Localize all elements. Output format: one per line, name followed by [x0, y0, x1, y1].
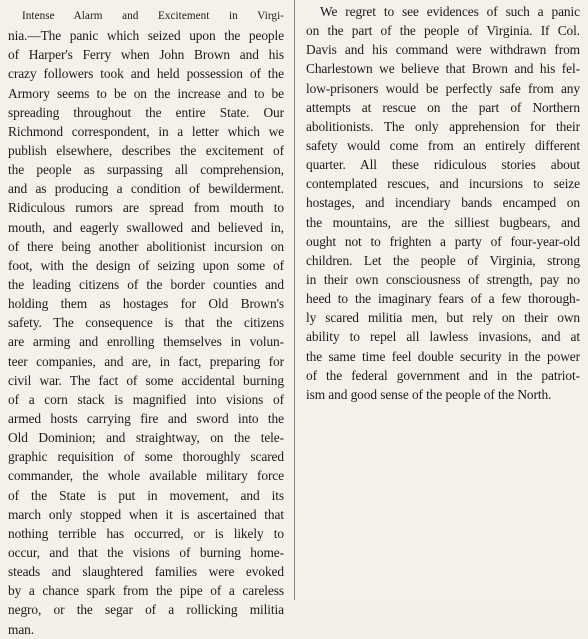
article-line: Charlestown we believe that Brown and his fel- — [306, 61, 580, 77]
article-line: the leading citizens of the border counties and — [8, 276, 284, 292]
article-line: abolitionists. The only apprehension for their — [306, 118, 580, 134]
article-line: nia.—The panic which seized upon the people — [8, 28, 284, 44]
article-line: of a corn stack is magnified into visions of — [8, 391, 284, 407]
article-line: safety would come from an entirely different — [306, 137, 580, 153]
article-line: Ridiculous rumors are spread from mouth to — [8, 200, 284, 216]
article-line: low-prisoners would be perfectly safe from any — [306, 80, 580, 96]
article-line: are arming and enrolling themselves in volun- — [8, 334, 284, 350]
article-line: ability to repel all lawless invasions, and at — [306, 329, 580, 345]
article-heading-line: Intense Alarm and Excitement in Virgi- — [22, 10, 284, 22]
article-line: civil war. The fact of some accidental burning — [8, 372, 284, 388]
article-line: hostages, and incendiary bands encamped on — [306, 195, 580, 211]
article-line: attempts at rescue on the part of Northern — [306, 99, 580, 115]
article-line: Richmond correspondent, in a letter which we — [8, 123, 284, 139]
article-line: holding them as hostages for Old Brown's — [8, 296, 284, 312]
article-line: publish elsewhere, describes the excitement of — [8, 142, 284, 158]
column-divider — [294, 0, 295, 600]
article-line: armed hosts carrying fire and sword into the — [8, 410, 284, 426]
article-line: steads and slaughtered families were evoked — [8, 564, 284, 580]
article-line: occur, and that the visions of burning home- — [8, 544, 284, 560]
article-line: the same time feel double security in the power — [306, 348, 580, 364]
article-line: ly scared militia men, but rely on their own — [306, 310, 580, 326]
article-line: man. — [8, 621, 35, 637]
article-line: march only stopped when it is ascertained that — [8, 506, 284, 522]
article-line: contemplated rescues, and incursions to seize — [306, 176, 580, 192]
article-line: in their own consciousness of strength, pay no — [306, 271, 580, 287]
article-line: of Harper's Ferry when John Brown and his — [8, 47, 284, 63]
article-line: and as producing a condition of bewilderment. — [8, 181, 284, 197]
article-line: Armory seems to be on the increase and to be — [8, 85, 284, 101]
article-line: spreading throughout the entire State. Our — [8, 104, 284, 120]
article-line: mouth, and eagerly swallowed and believed in, — [8, 219, 284, 235]
article-line: the people as surpassing all comprehension, — [8, 162, 284, 178]
article-line: quarter. All these ridiculous stories about — [306, 157, 580, 173]
article-line: of the State is put in movement, and its — [8, 487, 284, 503]
article-column-left — [8, 7, 284, 639]
article-line: graphic requisition of some thoroughly scared — [8, 449, 284, 465]
article-line: Old Dominion; and straightway, on the tele- — [8, 430, 284, 446]
article-line: commander, the whole available military force — [8, 468, 284, 484]
article-line: teer companies, and are, in fact, preparing for — [8, 353, 284, 369]
article-line: of there being another abolitionist incursion on — [8, 238, 284, 254]
article-line: heed to the imaginary fears of a few thorough- — [306, 291, 580, 307]
article-line: foot, with the design of seizing upon some of — [8, 257, 284, 273]
article-line: children. Let the people of Virginia, strong — [306, 252, 580, 268]
article-line: the mountains, are the silliest bugbears, and — [306, 214, 580, 230]
article-line: on the part of the people of Virginia. If Col. — [306, 23, 580, 39]
article-line: crazy followers took and held possession of the — [8, 66, 284, 82]
article-line: nothing terrible has occurred, or is likely to — [8, 525, 284, 541]
article-line: safety. The consequence is that the citizens — [8, 315, 284, 331]
article-line: negro, or the segar of a rollicking militia — [8, 602, 284, 618]
article-line: ought not to frighten a party of four-year-old — [306, 233, 580, 249]
article-line: We regret to see evidences of such a panic — [320, 4, 580, 19]
article-line: by a chance spark from the pipe of a careless — [8, 583, 284, 599]
article-column-right — [306, 2, 580, 404]
article-line: ism and good sense of the people of the North. — [306, 386, 552, 402]
article-line: Davis and his command were withdrawn from — [306, 42, 580, 58]
article-line: of the federal government and in the patriot- — [306, 367, 580, 383]
